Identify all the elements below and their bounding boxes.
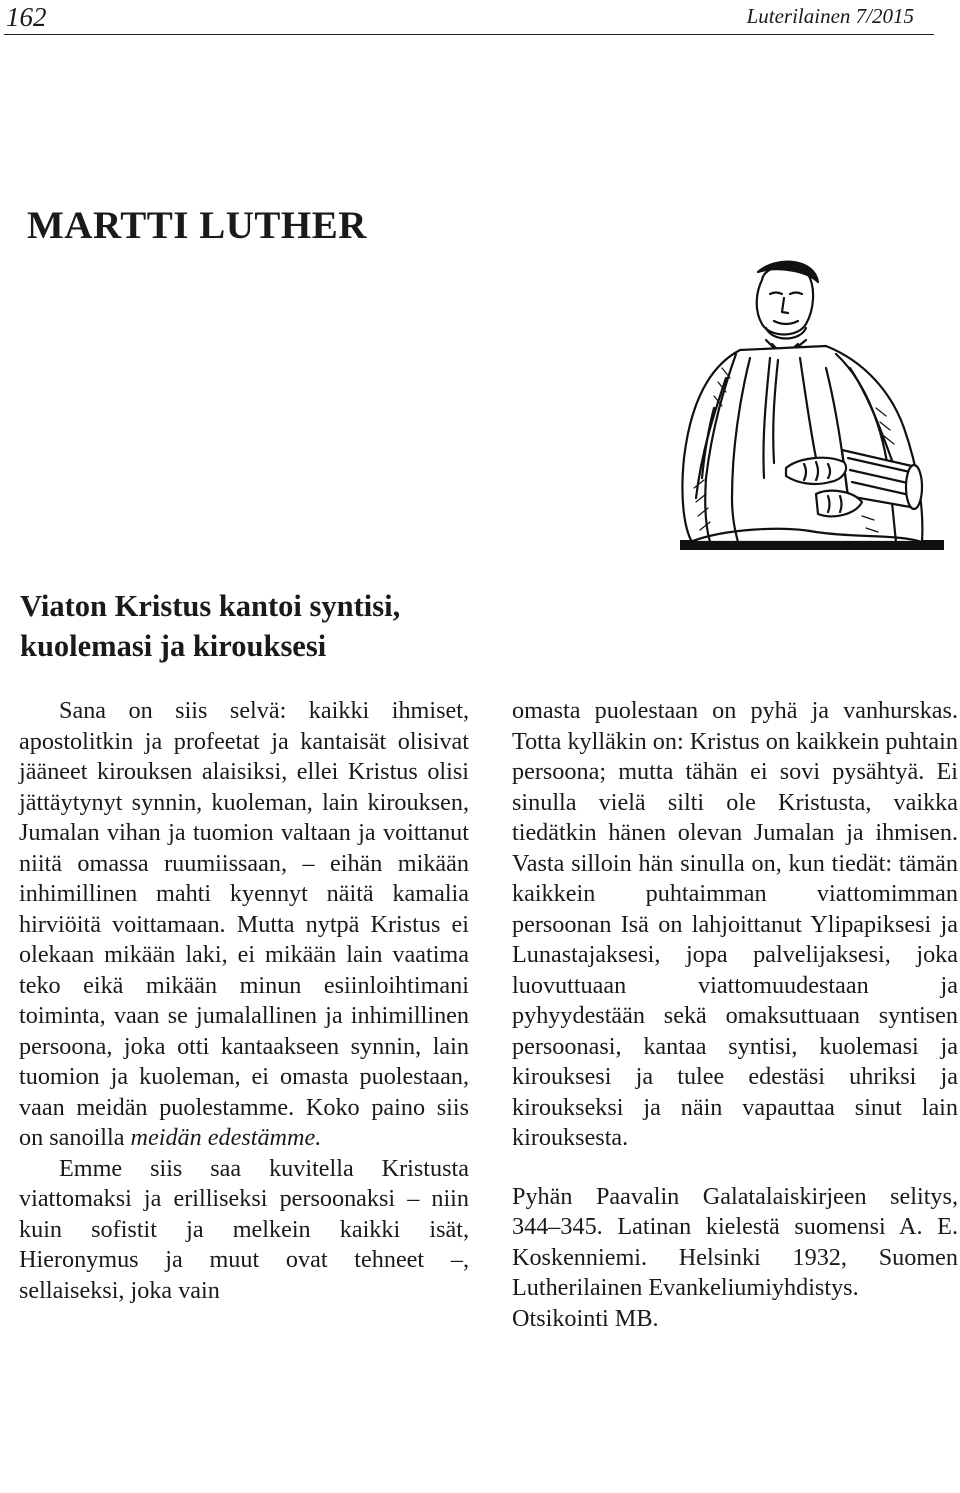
source-citation: Pyhän Paavalin Galatalaiskirjeen selitys, 344–345. Latinan kielestä suomensi A. E. Koskenniemi. Helsinki 1932, Suomen Lutherilainen Evankeliumiyhdistys. xyxy=(512,1182,958,1301)
article-subtitle xyxy=(20,586,480,666)
right-column xyxy=(512,696,958,1334)
paragraph-2-start: Emme siis saa kuvitella Kristusta viattomaksi ja erilliseksi persoonaksi – niin kuin sofistit ja melkein kaikki isät, Hieronymus ja muut ovat tehneet –, sellaiseksi, joka vain xyxy=(19,1154,469,1304)
journal-title: Luterilainen 7/2015 xyxy=(746,4,914,28)
author-title: MARTTI LUTHER xyxy=(27,204,367,247)
header-rule xyxy=(4,34,934,35)
heading-credit: Otsikointi MB. xyxy=(512,1304,659,1332)
paragraph-2-continued: omasta puolestaan on pyhä ja vanhurskas. Totta kylläkin on: Kristus on kaikkein puhtain persoona; mutta tähän ei sovi pysähtyä. Ei sinulla vielä silti ole Kristusta, vaikka tiedätkin hänen olevan Jumalan ja ihmisen. Vasta silloin hän sinulla on, kun tiedät: tämän kaikkein puhtaimman viattomimman persoonan Isä on lahjoittanut Ylipapiksesi ja Lunastajaksesi, jopa palvelijaksesi, joka luovuttuaan viattomuudestaan ja pyhyydestään sekä omaksuttuaan syntisen persoonasi, kantaa syntisi, kuolemasi ja kirouksesi ja tulee edestäsi uhriksi ja kiroukseksi ja näin vapauttaa sinut lain kirouksesta. xyxy=(512,697,958,1151)
paragraph-1 xyxy=(19,696,469,1154)
paragraph-1-text: Sana on siis selvä: kaikki ihmiset, apostolitkin ja profeetat ja kantaisät olisivat jääneet kirouksen alaisiksi, ellei Kristus olisi jättäytynyt synnin, kuoleman, lain kirouksen, Jumalan vihan ja tuomion valtaan ja voittanut niitä omassa ruumiissaan, – eihän mikään inhimillinen mahti kyennyt näitä kamalia hirviöitä voittamaan. Mutta nytpä Kristus ei olekaan mikään laki, ei mikään lain vaatima teko eikä mikään minun esiinloihtimani toiminta, vaan se jumalallinen ja inhimillinen persoona, joka otti kantaakseen synnin, lain tuomion ja kuoleman, ei omasta puolestaan, vaan meidän puolestamme. Koko paino siis on sanoilla xyxy=(19,697,469,1151)
luther-statue-illustration xyxy=(666,258,944,552)
subtitle-line-2: kuolemasi ja kirouksesi xyxy=(20,629,327,663)
left-column xyxy=(19,696,469,1306)
page-number: 162 xyxy=(6,2,47,32)
emphasis-text: meidän edestämme. xyxy=(130,1124,322,1151)
subtitle-line-1: Viaton Kristus kantoi syntisi, xyxy=(20,589,401,623)
